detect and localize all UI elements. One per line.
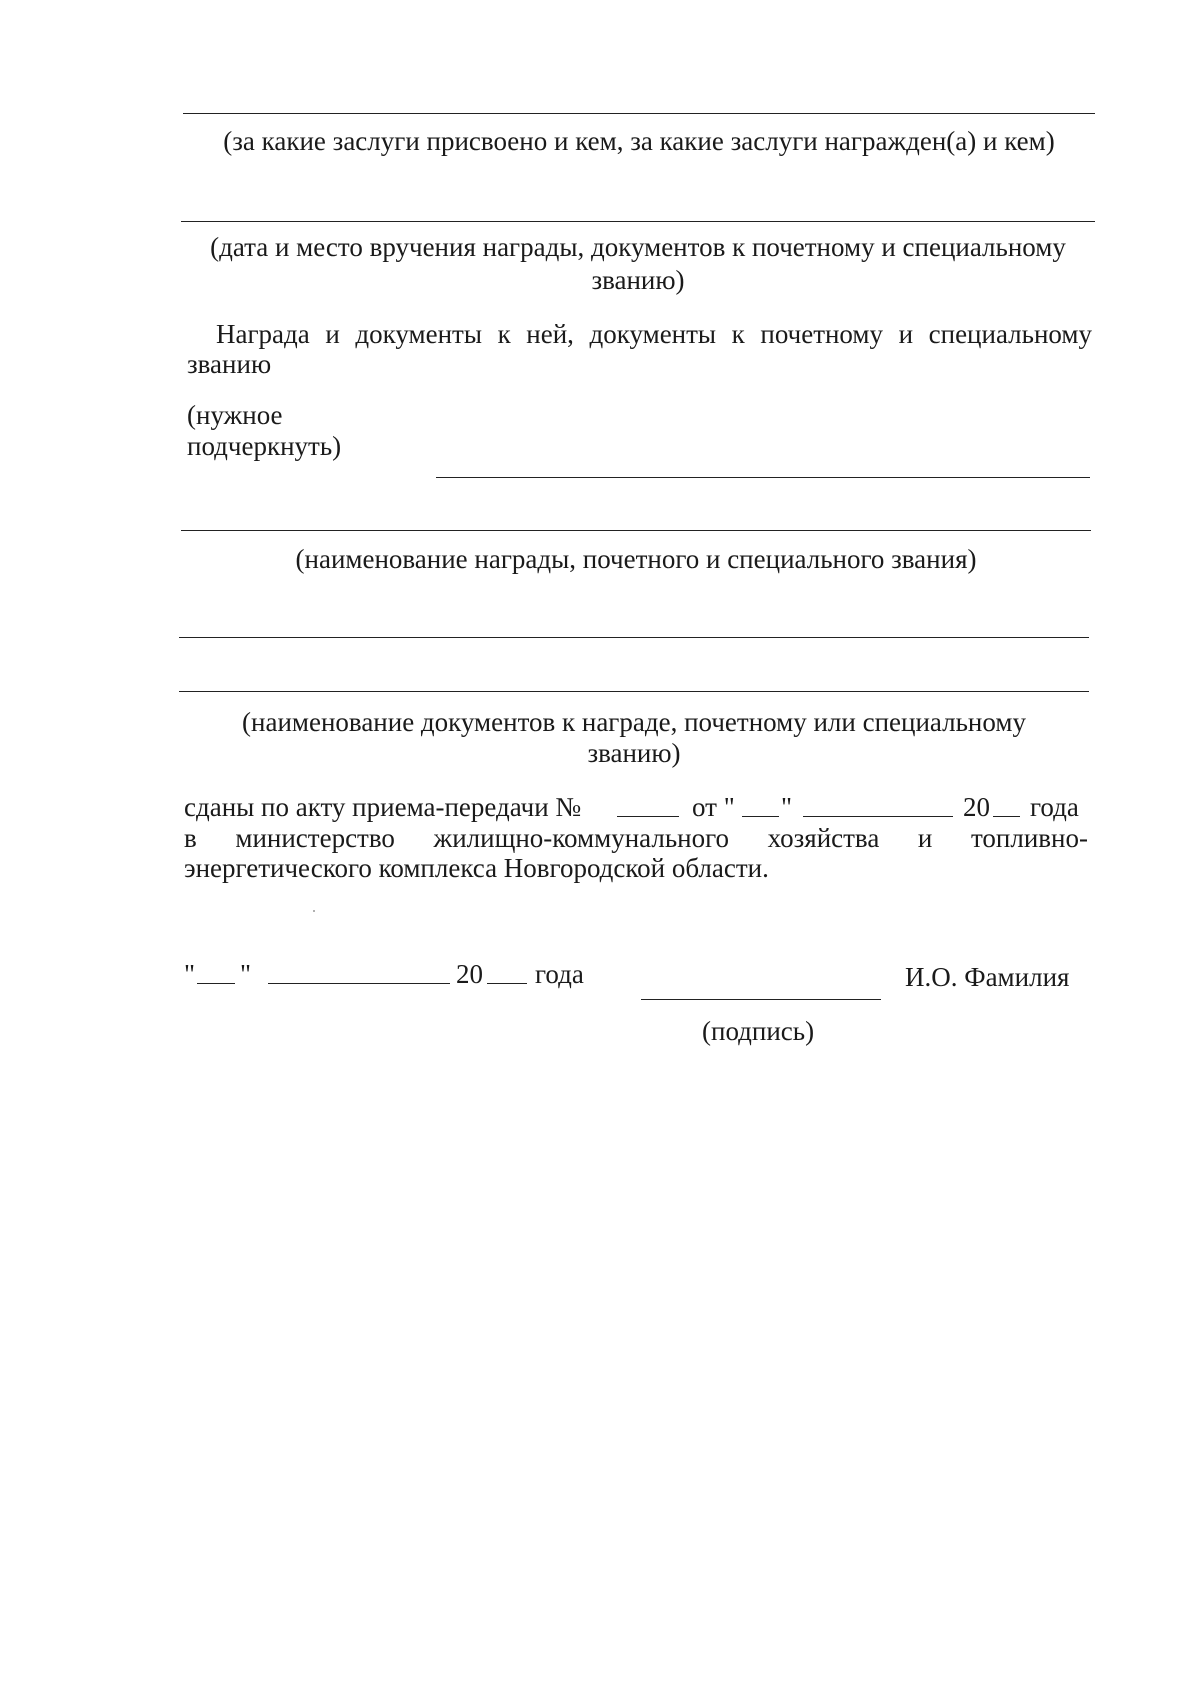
signature-line (641, 999, 881, 1000)
fill-line-docs-2 (179, 691, 1089, 692)
handover-line2: в министерство жилищно-коммунального хозяйства и топливно- (184, 823, 1088, 853)
scan-speck (313, 910, 315, 912)
blank-sign-year (487, 961, 527, 984)
caption-award-name: (наименование награды, почетного и специального звания) (295, 544, 977, 574)
fill-line-date-place (181, 221, 1095, 222)
handover-text-quote-close: " (781, 792, 793, 822)
signature-caption: (подпись) (702, 1016, 815, 1046)
award-docs-line1: Награда и документы к ней, документы к почетному и специальному (216, 319, 1092, 349)
note-underline-line2: подчеркнуть) (187, 431, 342, 461)
caption-date-place-line2: званию) (591, 265, 685, 295)
blank-sign-month (268, 961, 450, 984)
handover-text-act: сданы по акту приема-передачи № (184, 792, 582, 822)
signer-name: И.О. Фамилия (905, 962, 1070, 992)
caption-docs-name-line1: (наименование документов к награде, почетному или специальному (242, 707, 1026, 737)
sign-year-word: года (535, 959, 584, 989)
fill-line-award-short (436, 477, 1090, 478)
blank-sign-day (197, 961, 235, 984)
fill-line-award-name (181, 530, 1091, 531)
sign-quote-close: " (240, 959, 252, 989)
caption-merits: (за какие заслуги присвоено и кем, за какие заслуги награжден(а) и кем) (223, 126, 1055, 156)
handover-text-from: от " (692, 792, 735, 822)
award-docs-line2: званию (187, 349, 272, 379)
fill-line-merits (183, 113, 1095, 114)
note-underline-line1: (нужное (187, 400, 283, 430)
blank-act-day (742, 794, 779, 817)
sign-year-prefix: 20 (456, 959, 483, 989)
handover-text-year-word: года (1030, 792, 1079, 822)
blank-act-number (617, 794, 679, 817)
blank-act-year (993, 794, 1020, 817)
fill-line-docs-1 (179, 637, 1089, 638)
handover-line3: энергетического комплекса Новгородской области. (184, 853, 769, 883)
caption-date-place-line1: (дата и место вручения награды, документов к почетному и специальному (210, 232, 1066, 262)
caption-docs-name-line2: званию) (587, 738, 681, 768)
blank-act-month (803, 794, 953, 817)
sign-quote-open: " (184, 959, 196, 989)
handover-text-year-prefix: 20 (963, 792, 990, 822)
